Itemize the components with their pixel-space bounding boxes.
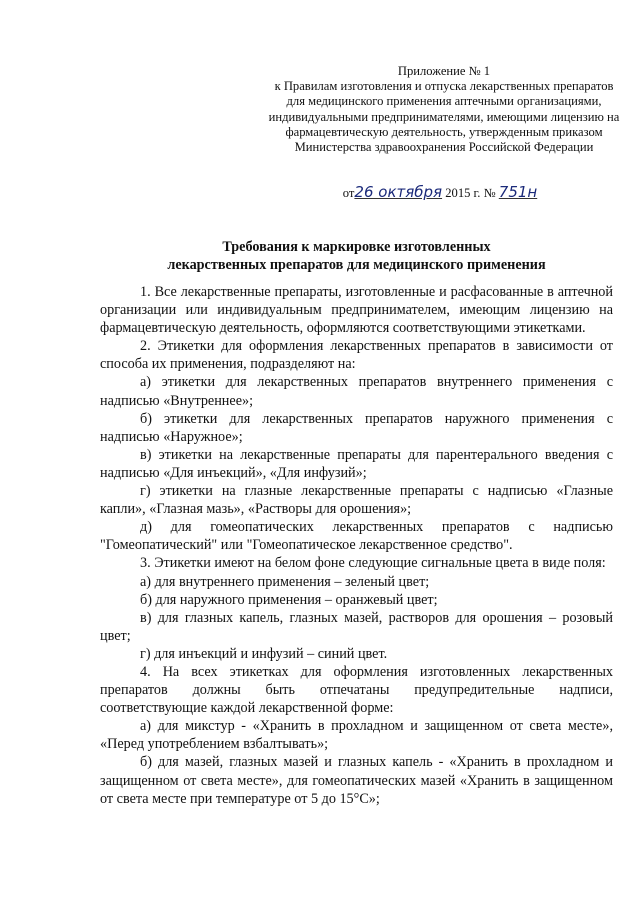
document-title <box>100 238 613 274</box>
paragraph-2a: а) этикетки для лекарственных препаратов внутреннего применения с надписью «Внутреннее»; <box>100 374 613 409</box>
paragraph-3g: г) для инъекций и инфузий – синий цвет. <box>140 645 388 662</box>
document-body <box>100 283 613 808</box>
order-year: 2015 г. № <box>445 186 496 200</box>
paragraph-4a: а) для микстур - «Хранить в прохладном и защищенном от света месте», «Перед употреблением взбалтывать»; <box>100 718 613 753</box>
order-reference <box>330 184 550 201</box>
paragraph-2g: г) этикетки на глазные лекарственные препараты с надписью «Глазные капли», «Глазная мазь», «Растворы для орошения»; <box>100 483 613 518</box>
paragraph-3b: б) для наружного применения – оранжевый цвет; <box>140 591 438 608</box>
paragraph-2v: в) этикетки на лекарственные препараты для парентерального введения с надписью «Для инъекций», «Для инфузий»; <box>100 446 613 481</box>
annex-heading: Приложение № 1 <box>397 64 491 78</box>
title-line-1: Требования к маркировке изготовленных <box>222 239 491 255</box>
paragraph-4b: б) для мазей, глазных мазей и глазных капель - «Хранить в прохладном и защищенном от света месте», для гомеопатических мазей «Хранить в защищенном от света месте при температуре от 5 до 15°С»; <box>100 754 613 807</box>
title-line-2: лекарственных препаратов для медицинского применения <box>167 257 546 273</box>
paragraph-3a: а) для внутреннего применения – зеленый цвет; <box>140 573 430 590</box>
order-number-handwritten: 751н <box>498 183 538 201</box>
order-date-handwritten: 26 октября <box>354 183 443 201</box>
paragraph-2b: б) этикетки для лекарственных препаратов наружного применения с надписью «Наружное»; <box>100 410 613 445</box>
paragraph-2: 2. Этикетки для оформления лекарственных препаратов в зависимости от способа их применения, подразделяют на: <box>100 338 613 373</box>
paragraph-3: 3. Этикетки имеют на белом фоне следующие сигнальные цвета в виде поля: <box>140 555 606 572</box>
annex-block <box>268 64 620 155</box>
paragraph-4: 4. На всех этикетках для оформления изготовленных лекарственных препаратов должны быть отпечатаны предупредительные надписи, соответствующие каждой лекарственной форме: <box>100 663 613 717</box>
paragraph-2d: д) для гомеопатических лекарственных препаратов с надписью "Гомеопатический" или "Гомеопатическое лекарственное средство". <box>100 519 613 554</box>
paragraph-1: 1. Все лекарственные препараты, изготовленные и расфасованные в аптечной организации или индивидуальным предпринимателем, имеющим лицензию на фармацевтическую деятельность, оформляются соответствующими этикетками. <box>100 284 613 337</box>
paragraph-3v: в) для глазных капель, глазных мазей, растворов для орошения – розовый цвет; <box>100 609 613 644</box>
annex-text: к Правилам изготовления и отпуска лекарственных препаратов для медицинского применения аптечными организациями, индивидуальными предпринимателями, имеющими лицензию на фармацевтическую деятельность, утвержденным приказом Министерства здравоохранения Российской Федерации <box>268 79 620 155</box>
order-prefix: от <box>342 186 355 200</box>
